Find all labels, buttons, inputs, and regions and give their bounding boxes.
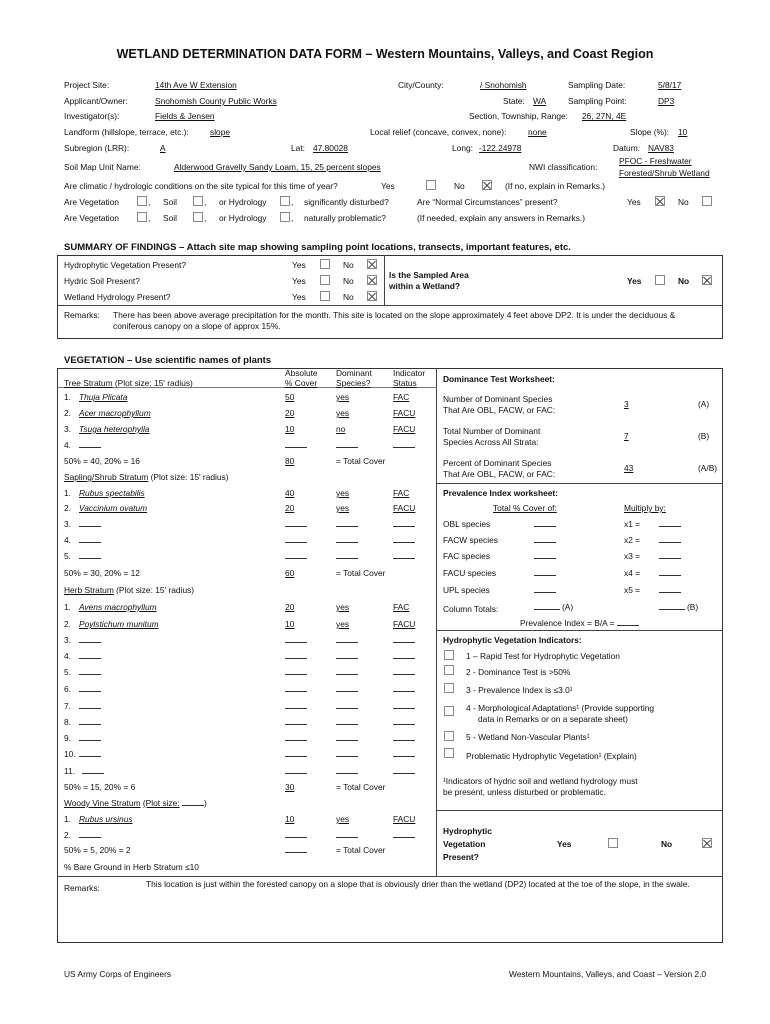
climatic-yes-checkbox[interactable]	[426, 180, 436, 190]
facu-total-input[interactable]	[534, 568, 556, 576]
sampling-date-value[interactable]: 5/8/17	[658, 80, 682, 90]
herb-dominant-2[interactable]: yes	[336, 619, 350, 629]
sampled-area-question-2: within a Wetland?	[389, 281, 461, 291]
col-indicator-status: Status	[393, 378, 417, 388]
normal-yes-checkbox[interactable]	[655, 196, 665, 206]
climatic-note: (If no, explain in Remarks.)	[505, 181, 606, 191]
or-hydrology-label-2: or Hydrology	[219, 213, 267, 223]
herb-status-1[interactable]: FAC	[393, 602, 410, 612]
obl-total-input[interactable]	[534, 519, 556, 527]
tree-status-2[interactable]: FACU	[393, 408, 416, 418]
project-site-value[interactable]: 14th Ave W Extension	[155, 80, 237, 90]
long-value[interactable]: -122.24978	[479, 143, 522, 153]
long-label: Long:	[452, 143, 473, 153]
lat-value[interactable]: 47.80028	[313, 143, 348, 153]
relief-value[interactable]: none	[528, 127, 547, 137]
explain-note: (If needed, explain any answers in Remarks.)	[417, 213, 586, 223]
climatic-yes-label: Yes	[381, 181, 395, 191]
climatic-no-checkbox[interactable]	[482, 180, 492, 190]
hydrophytic-present-yes-checkbox[interactable]	[608, 838, 618, 848]
tree-percentages: 50% = 40, 20% = 16	[64, 456, 140, 466]
shrub-total-cover[interactable]: 60	[285, 568, 295, 578]
normal-no-label: No	[678, 197, 689, 207]
shrub-status-1[interactable]: FAC	[393, 488, 410, 498]
woody-cover-1[interactable]: 10	[285, 814, 295, 824]
datum-value[interactable]: NAV83	[648, 143, 674, 153]
veg-disturbed-checkbox[interactable]	[137, 196, 147, 206]
str-label: Section, Township, Range:	[469, 111, 569, 121]
nwi-label: NWI classification:	[529, 162, 598, 172]
indicator-1-checkbox[interactable]	[444, 650, 454, 660]
herb-cover-1[interactable]: 20	[285, 602, 295, 612]
indicator-3-checkbox[interactable]	[444, 683, 454, 693]
landform-value[interactable]: slope	[210, 127, 231, 137]
prevalence-header: Prevalence Index worksheet:	[443, 488, 558, 498]
shrub-cover-1[interactable]: 40	[285, 488, 295, 498]
herb-dominant-1[interactable]: yes	[336, 602, 350, 612]
column-total-b[interactable]	[659, 602, 685, 610]
tree-total-cover[interactable]: 80	[285, 456, 295, 466]
woody-percentages: 50% = 5, 20% = 2	[64, 845, 131, 855]
indicators-footnote-1: ¹Indicators of hydric soil and wetland hydrology must	[443, 776, 638, 786]
footer-right: Western Mountains, Valleys, and Coast – Version 2.0	[509, 969, 707, 979]
dominance-b-value[interactable]: 7	[624, 431, 629, 441]
summary-remarks-label: Remarks:	[64, 310, 100, 320]
city-county-label: City/County:	[398, 80, 444, 90]
herb-percentages: 50% = 15, 20% = 6	[64, 782, 136, 792]
tree-dominant-1[interactable]: yes	[336, 392, 350, 402]
herb-status-2[interactable]: FACU	[393, 619, 416, 629]
str-value[interactable]: 26, 27N, 4E	[582, 111, 627, 121]
soil-problematic-checkbox[interactable]	[193, 212, 203, 222]
tree-species-4[interactable]	[79, 440, 101, 448]
subregion-label: Subregion (LRR):	[64, 143, 130, 153]
sampling-date-label: Sampling Date:	[568, 80, 626, 90]
hydric-soil-yes-checkbox[interactable]	[320, 275, 330, 285]
subregion-value[interactable]: A	[160, 143, 166, 153]
soil-label: Soil	[163, 197, 177, 207]
page-title: WETLAND DETERMINATION DATA FORM – Western Mountains, Valleys, and Coast Region	[116, 47, 654, 61]
applicant-label: Applicant/Owner:	[64, 96, 128, 106]
significantly-disturbed-label: significantly disturbed?	[304, 197, 389, 207]
nwi-value-line1[interactable]: PFOC - Freshwater	[619, 156, 692, 166]
normal-no-checkbox[interactable]	[702, 196, 712, 206]
herb-species-1[interactable]: Avens macrophyllum	[79, 602, 157, 612]
datum-label: Datum:	[613, 143, 640, 153]
applicant-value[interactable]: Snohomish County Public Works	[155, 96, 277, 106]
herb-stratum-label: Herb Stratum (Plot size: 15' radius)	[64, 585, 195, 595]
hydric-soil-no-checkbox[interactable]	[367, 275, 377, 285]
indicator-problematic-checkbox[interactable]	[444, 748, 454, 758]
bare-ground: % Bare Ground in Herb Stratum ≤10	[64, 862, 199, 872]
indicators-header: Hydrophytic Vegetation Indicators:	[443, 635, 582, 645]
wetland-hydrology-question: Wetland Hydrology Present?	[64, 292, 171, 302]
relief-label: Local relief (concave, convex, none):	[370, 127, 507, 137]
herb-total-cover[interactable]: 30	[285, 782, 295, 792]
soil-map-value[interactable]: Alderwood Gravelly Sandy Loam, 15, 25 percent slopes	[174, 162, 381, 172]
state-label: State:	[503, 96, 525, 106]
footer-left: US Army Corps of Engineers	[64, 969, 172, 979]
vegetation-header: VEGETATION – Use scientific names of plants	[64, 355, 272, 366]
are-vegetation-label-2: Are Vegetation	[64, 213, 119, 223]
wetland-hydrology-yes-checkbox[interactable]	[320, 291, 330, 301]
woody-stratum-label: Woody Vine Stratum (Plot size: )	[64, 798, 207, 808]
facw-total-input[interactable]	[534, 535, 556, 543]
summary-remarks-line1: There has been above average precipitation for the month. This site is located on the slope approximately 4 feet above DP2. It is under the deciduous &	[113, 310, 676, 320]
normal-yes-label: Yes	[627, 197, 641, 207]
vegetation-box	[57, 368, 723, 943]
or-hydrology-label: or Hydrology	[219, 197, 267, 207]
indicator-2-checkbox[interactable]	[444, 665, 454, 675]
sampled-area-yes-checkbox[interactable]	[655, 275, 665, 285]
are-vegetation-label: Are Vegetation	[64, 197, 119, 207]
dominance-header: Dominance Test Worksheet:	[443, 374, 555, 384]
tree-dominant-3[interactable]: no	[336, 424, 346, 434]
tree-species-2[interactable]: Acer macrophyllum	[79, 408, 151, 418]
summary-remarks-line2: coniferous canopy on a slope of approx 15%.	[113, 321, 281, 331]
city-county-value[interactable]: / Snohomish	[480, 80, 527, 90]
vegetation-remarks-label: Remarks:	[64, 883, 100, 893]
hydrophytic-present-no-checkbox[interactable]	[702, 838, 712, 848]
shrub-status-2[interactable]: FACU	[393, 503, 416, 513]
landform-label: Landform (hillslope, terrace, etc.):	[64, 127, 189, 137]
nwi-value-line2[interactable]: Forested/Shrub Wetland	[619, 168, 710, 178]
sampled-area-question-1: Is the Sampled Area	[389, 270, 469, 280]
hydrophytic-no-checkbox[interactable]	[367, 259, 377, 269]
shrub-species-1[interactable]: Rubus spectabilis	[79, 488, 145, 498]
indicators-footnote-2: be present, unless disturbed or problematic.	[443, 787, 606, 797]
indicator-4-checkbox[interactable]	[444, 706, 454, 716]
climatic-no-label: No	[454, 181, 465, 191]
woody-total-cover[interactable]	[285, 845, 307, 853]
shrub-species-2[interactable]: Vaccinium ovatum	[79, 503, 148, 513]
tree-cover-1[interactable]: 50	[285, 392, 295, 402]
col-dominant-species: Species?	[336, 378, 371, 388]
shrub-percentages: 50% = 30, 20% = 12	[64, 568, 140, 578]
shrub-dominant-1[interactable]: yes	[336, 488, 350, 498]
sampled-area-no-checkbox[interactable]	[702, 275, 712, 285]
woody-status-1[interactable]: FACU	[393, 814, 416, 824]
shrub-stratum-label: Sapling/Shrub Stratum (Plot size: 15' radius)	[64, 472, 229, 482]
tree-status-1[interactable]: FAC	[393, 392, 410, 402]
sampling-point-label: Sampling Point:	[568, 96, 627, 106]
tree-cover-2[interactable]: 20	[285, 408, 295, 418]
upl-total-input[interactable]	[534, 585, 556, 593]
tree-species-3[interactable]: Tsuga heterophylla	[79, 424, 150, 434]
dominance-percent-value[interactable]: 43	[624, 463, 634, 473]
slope-value[interactable]: 10	[678, 127, 688, 137]
hydrology-disturbed-checkbox[interactable]	[280, 196, 290, 206]
column-total-a[interactable]	[534, 602, 560, 610]
indicator-5-checkbox[interactable]	[444, 731, 454, 741]
col-absolute-cover: % Cover	[285, 378, 318, 388]
normal-circumstances-question: Are “Normal Circumstances” present?	[417, 197, 558, 207]
prevalence-index: Prevalence Index = B/A =	[520, 618, 639, 628]
tree-status-3[interactable]: FACU	[393, 424, 416, 434]
tree-stratum-label: Tree Stratum (Plot size: 15' radius)	[64, 378, 193, 388]
fac-total-input[interactable]	[534, 551, 556, 559]
tree-species-1[interactable]: Thuja Plicata	[79, 392, 128, 402]
woody-species-1[interactable]: Rubus ursinus	[79, 814, 133, 824]
veg-problematic-checkbox[interactable]	[137, 212, 147, 222]
dominance-a-value[interactable]: 3	[624, 399, 629, 409]
herb-cover-2[interactable]: 10	[285, 619, 295, 629]
naturally-problematic-label: naturally problematic?	[304, 213, 386, 223]
summary-header: SUMMARY OF FINDINGS – Attach site map showing sampling point locations, transects, important features, etc.	[64, 242, 571, 253]
woody-dominant-1[interactable]: yes	[336, 814, 350, 824]
state-value[interactable]: WA	[533, 96, 547, 106]
soil-map-label: Soil Map Unit Name:	[64, 162, 141, 172]
climatic-question: Are climatic / hydrologic conditions on the site typical for this time of year?	[64, 181, 338, 191]
herb-species-2[interactable]: Poylstichum munitum	[79, 619, 159, 629]
sampling-point-value[interactable]: DP3	[658, 96, 675, 106]
hydric-soil-question: Hydric Soil Present?	[64, 276, 140, 286]
tree-dominant-2[interactable]: yes	[336, 408, 350, 418]
project-site-label: Project Site:	[64, 80, 110, 90]
investigator-label: Investigator(s):	[64, 111, 120, 121]
soil-label-2: Soil	[163, 213, 177, 223]
hydrology-problematic-checkbox[interactable]	[280, 212, 290, 222]
vegetation-remarks: This location is just within the forested canopy on a slope that is obviously drier than the wetland (DP2) located at the toe of the slope, in the swale.	[146, 879, 690, 889]
shrub-dominant-2[interactable]: yes	[336, 503, 350, 513]
wetland-hydrology-no-checkbox[interactable]	[367, 291, 377, 301]
shrub-cover-2[interactable]: 20	[285, 503, 295, 513]
slope-label: Slope (%):	[630, 127, 670, 137]
soil-disturbed-checkbox[interactable]	[193, 196, 203, 206]
tree-cover-3[interactable]: 10	[285, 424, 295, 434]
hydrophytic-yes-checkbox[interactable]	[320, 259, 330, 269]
hydrophytic-question: Hydrophytic Vegetation Present?	[64, 260, 186, 270]
lat-label: Lat:	[291, 143, 305, 153]
investigator-value[interactable]: Fields & Jensen	[155, 111, 215, 121]
hydrophytic-vegetation-present-label: Vegetation	[443, 839, 486, 849]
